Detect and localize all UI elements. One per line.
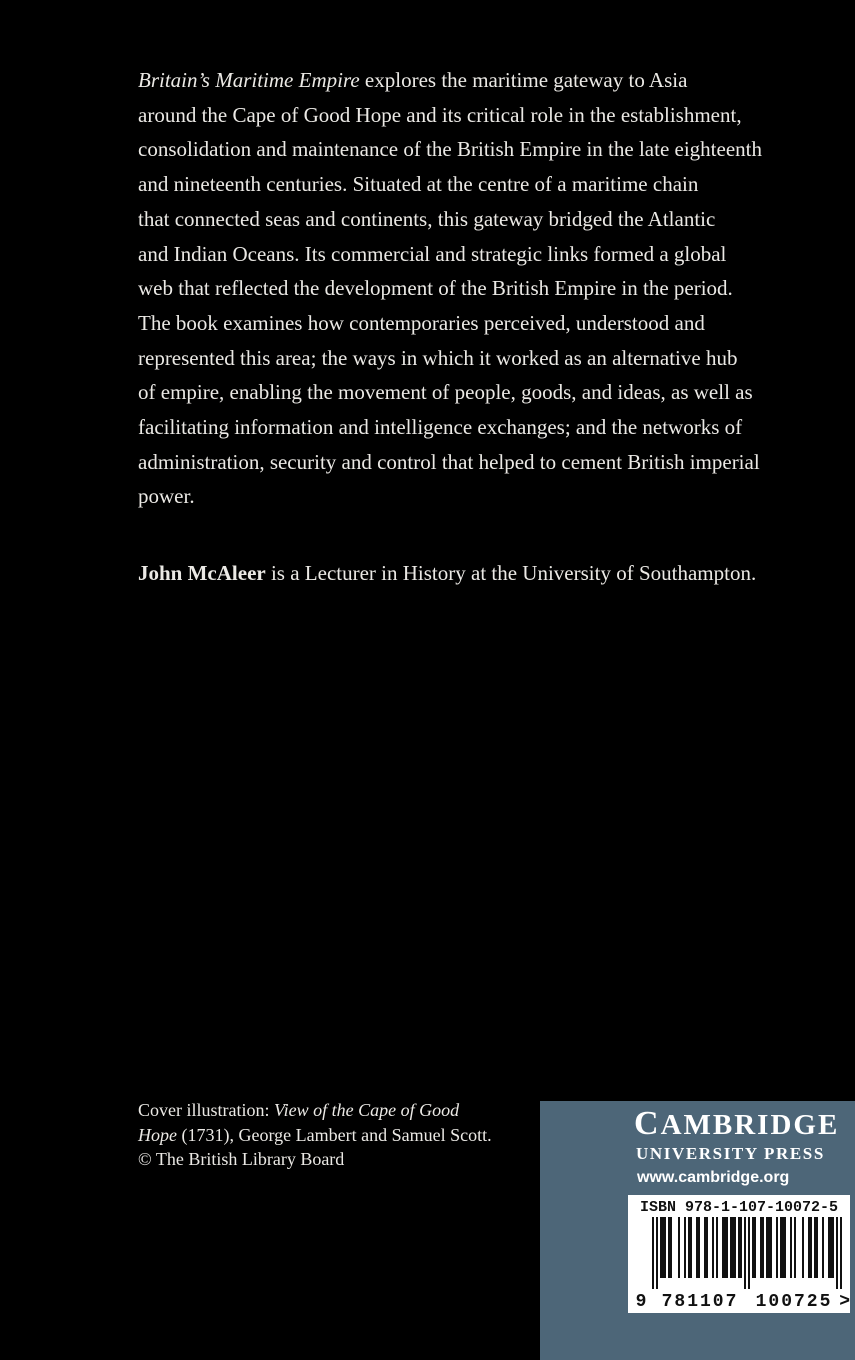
text-segment: (1731), George Lambert and Samuel Scott. <box>177 1124 492 1145</box>
text-line <box>138 479 838 514</box>
text-segment: consolidation and maintenance of the British Empire in the late eighteenth <box>138 137 762 162</box>
ean13-barcode <box>628 1217 850 1310</box>
text-line <box>138 1147 558 1172</box>
text-line <box>138 237 838 272</box>
text-line <box>138 271 838 306</box>
text-line <box>138 306 838 341</box>
cover-illustration-credit <box>138 1098 558 1172</box>
barcode-digits: 100725 <box>755 1292 833 1310</box>
text-segment: around the Cape of Good Hope and its critical role in the establishment, <box>138 102 742 127</box>
isbn-barcode <box>628 1195 850 1313</box>
text-line <box>138 375 838 410</box>
text-segment: and nineteenth centuries. Situated at the centre of a maritime chain <box>138 172 699 197</box>
text-line <box>138 202 838 237</box>
text-line <box>138 410 838 445</box>
text-line <box>138 98 838 133</box>
text-segment: John McAleer <box>138 561 266 585</box>
author-bio <box>138 556 838 591</box>
text-line <box>138 556 838 591</box>
text-segment: The book examines how contemporaries perceived, understood and <box>138 310 705 335</box>
text-segment: power. <box>138 484 195 509</box>
text-line <box>138 132 838 167</box>
text-segment: Hope <box>138 1124 177 1145</box>
isbn-label: ISBN 978-1-107-10072-5 <box>639 1199 839 1216</box>
text-segment: that connected seas and continents, this gateway bridged the Atlantic <box>138 206 716 231</box>
text-line <box>138 1123 558 1148</box>
text-segment: Cover illustration: <box>138 1100 274 1120</box>
text-segment: is a Lecturer in History at the University of Southampton. <box>265 561 757 585</box>
barcode-digits: 781107 <box>661 1292 739 1310</box>
text-segment: of empire, enabling the movement of people, goods, and ideas, as well as <box>138 380 753 405</box>
text-segment: facilitating information and intelligence exchanges; and the networks of <box>138 415 743 440</box>
text-segment: © The British Library Board <box>138 1149 345 1169</box>
publisher-name: CAMBRIDGE <box>634 1105 840 1142</box>
text-line <box>138 1098 558 1123</box>
text-segment: represented this area; the ways in which it worked as an alternative hub <box>138 345 738 370</box>
barcode-digits: > <box>839 1292 850 1310</box>
back-cover-blurb <box>138 63 838 514</box>
barcode-digits: 9 <box>635 1292 647 1310</box>
text-segment: administration, security and control that helped to cement British imperial <box>138 449 760 474</box>
text-segment: View of the Cape of Good <box>273 1100 460 1120</box>
text-segment: and Indian Oceans. Its commercial and strategic links formed a global <box>138 241 727 266</box>
publisher-imprint: UNIVERSITY PRESS <box>636 1144 825 1163</box>
text-line <box>138 341 838 376</box>
text-segment: Britain’s Maritime Empire <box>138 68 360 92</box>
publisher-block <box>540 1101 855 1360</box>
text-segment: web that reflected the development of the British Empire in the period. <box>138 276 733 301</box>
text-segment: explores the maritime gateway to Asia <box>359 68 688 92</box>
text-line <box>138 167 838 202</box>
text-line <box>138 63 838 98</box>
text-line <box>138 445 838 480</box>
publisher-website: www.cambridge.org <box>637 1169 790 1186</box>
